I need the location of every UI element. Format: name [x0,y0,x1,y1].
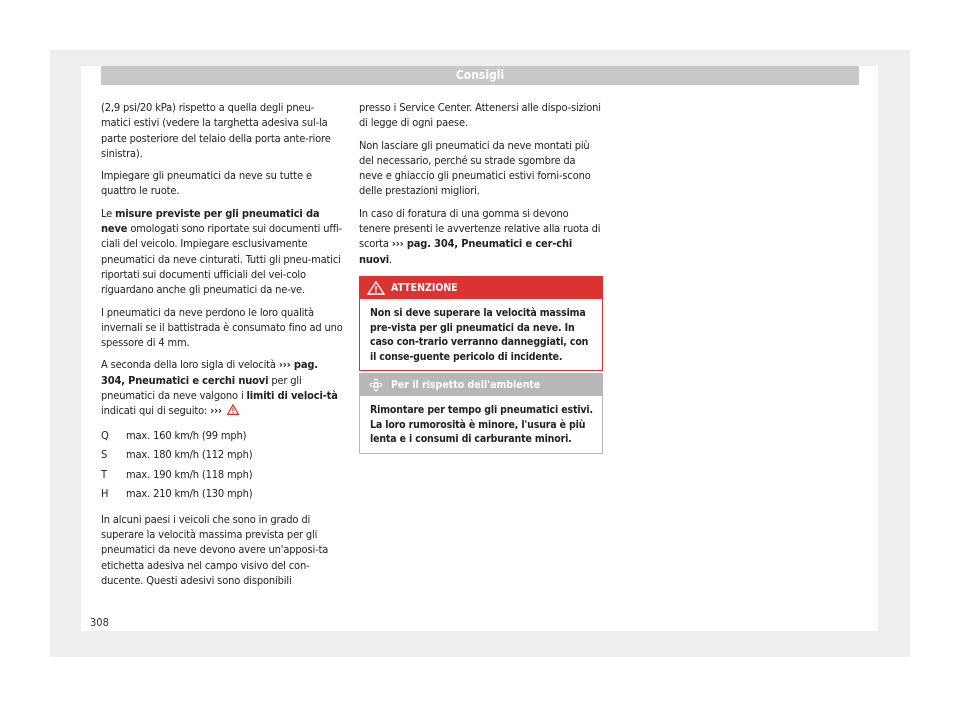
flower-icon [367,378,385,392]
list-item [101,465,343,485]
list-item [101,445,343,465]
bold-text: limiti di veloci-tà [246,389,338,403]
text: . [388,252,392,266]
warning-triangle-icon [367,281,385,295]
speed-code: T [101,467,107,481]
environment-header [360,374,602,396]
text: Le [101,206,116,220]
page-reference-link[interactable]: ››› pag. 304, Pneumatici e cerchi nuovi [101,358,318,387]
warning-triangle-icon [227,404,239,415]
paragraph: (2,9 psi/20 kPa) rispetto a quella degli pneu-matici estivi (vedere la targhetta adesiva sul-la parte posteriore del telaio della porta ante-riore sinistra). [101,101,331,160]
environment-box [359,373,603,454]
speed-value: max. 160 km/h (99 mph) [126,428,247,442]
speed-code: S [101,448,108,462]
environment-title: Per il rispetto dell'ambiente [391,379,541,391]
text: per gli pneumatici da neve valgono i [101,373,302,403]
paragraph: presso i Service Center. Attenersi alle dispo-sizioni di legge di ogni paese. [359,101,601,130]
page-reference-link[interactable]: ››› pag. 304, Pneumatici e cer-chi nuovi [359,237,573,266]
environment-text: Rimontare per tempo gli pneumatici estivi. La loro rumorosità è minore, l'usura è più lenta e i consumi di carburante minori. [370,404,593,445]
speed-value: max. 180 km/h (112 mph) [126,448,253,462]
paragraph [101,206,343,298]
left-column [101,100,343,595]
paragraph [101,357,343,418]
reference-arrow[interactable]: ››› [210,404,222,418]
text: In caso di foratura di una gomma si devono tenere presenti le avvertenze relative alla ruota di scorta [359,206,601,251]
warning-title: ATTENZIONE [391,282,458,294]
page-number: 308 [90,616,109,629]
right-column [359,100,601,274]
warning-header [360,277,602,299]
list-item [101,426,343,446]
speed-limit-list [101,426,343,504]
speed-code: Q [101,428,109,442]
section-header: Consigli [101,66,859,85]
paragraph: I pneumatici da neve perdono le loro qualità invernali se il battistrada è consumato fino ad uno spessore di 4 mm. [101,305,343,350]
text: omologati sono riportate sui documenti uffi-ciali del veicolo. Impiegare esclusivamente pneumatici da neve cinturati. Tutti gli pneu-matici riportati sui documenti ufficiali del vei-colo riguardano anche gli pneumatici da ne-ve. [101,222,343,297]
bold-text: misure previste per gli pneumatici da neve [101,206,320,236]
paragraph: In alcuni paesi i veicoli che sono in grado di superare la velocità massima prevista per gli pneumatici da neve devono avere un'apposi-ta etichetta adesiva nel campo visivo del con-ducente. Questi adesivi sono disponibili [101,512,329,587]
warning-box [359,276,603,371]
text: indicati qui di seguito: [101,404,211,418]
text: A seconda della loro sigla di velocità [101,358,279,372]
speed-value: max. 210 km/h (130 mph) [126,487,253,501]
speed-value: max. 190 km/h (118 mph) [126,467,253,481]
speed-code: H [101,487,109,501]
paragraph: Non lasciare gli pneumatici da neve montati più del necessario, perché su strade sgombre da neve e ghiaccio gli pneumatici estivi forni-scono delle prestazioni migliori. [359,138,591,198]
warning-text: Non si deve superare la velocità massima pre-vista per gli pneumatici da neve. In caso con-trario verranno danneggiati, con il conse-guente pericolo di incidente. [370,307,589,363]
paragraph [359,206,601,267]
paragraph: Impiegare gli pneumatici da neve su tutte e quattro le ruote. [101,169,312,198]
list-item [101,484,343,504]
